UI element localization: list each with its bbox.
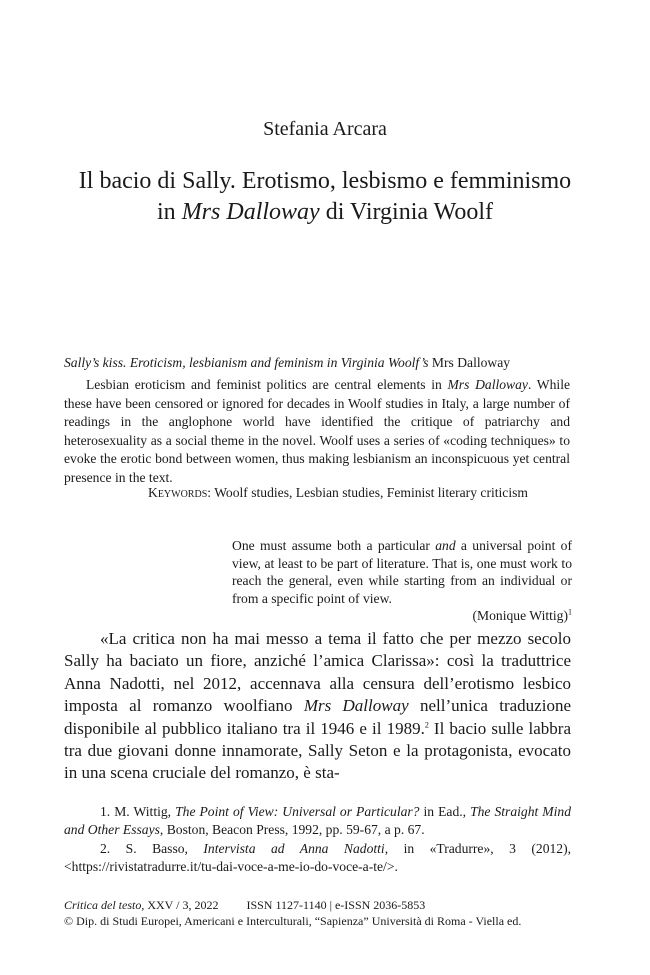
body-paragraph: «La critica non ha mai messo a tema il fatto che per mezzo secolo Sally ha baciato un fiore, anziché l’amica Clarissa»: così la traduttrice Anna Nadotti, nel 2012, accennava alla censura dell’erotismo lesbico imposta al romanzo woolfiano Mrs Dalloway nell’unica traduzione disponibile al pubblico italiano tra il 1946 e il 1989.$^2$ Il bacio sulle labbra tra due giovani donne innamorate, Sally Seton e la protagonista, evocato in una scena cruciale del romanzo, è sta- xyxy=(64,629,572,783)
epigraph-attribution: (Monique Wittig)$^1$ xyxy=(472,607,572,624)
title-line-2: in Mrs Dalloway di Virginia Woolf xyxy=(157,199,493,225)
title-novel-name: Mrs Dalloway xyxy=(181,199,320,225)
abstract-heading: Sally’s kiss. Eroticism, lesbianism and feminism in Virginia Woolf’s Mrs Dalloway xyxy=(64,355,511,370)
footnotes xyxy=(64,803,571,877)
title-line-1: Il bacio di Sally. Erotismo, lesbismo e femminismo xyxy=(78,168,572,194)
footnote-2: 2. S. Basso, Intervista ad Anna Nadotti, in «Tradurre», 3 (2012), <https://rivistatradurre.it/tu-dai-voce-a-me-io-do-voce-a-te/>. xyxy=(64,840,572,875)
article-title xyxy=(40,166,610,228)
journal-name: Critica del testo xyxy=(64,898,142,912)
footnote-ref-2[interactable]: 2 xyxy=(424,719,429,729)
footer-copyright: © Dip. di Studi Europei, Americani e Interculturali, “Sapienza” Università di Roma - Viella ed. xyxy=(64,914,522,928)
epigraph-quote: One must assume both a particular and a universal point of view, at least to be part of literature. That is, one must work to reach the general, even while starting from an individual or from a specific point of view. xyxy=(232,538,572,606)
footnote-1: 1. M. Wittig, The Point of View: Universal or Particular? in Ead., The Straight Mind and Other Essays, Boston, Beacon Press, 1992, pp. 59-67, a p. 67. xyxy=(64,804,572,838)
epigraph xyxy=(232,537,572,625)
footnote-ref-1[interactable]: 1 xyxy=(568,607,572,617)
author-name: Stefania Arcara xyxy=(263,118,387,140)
keywords: Keywords: Woolf studies, Lesbian studies, Feminist literary criticism xyxy=(148,485,528,500)
issn: ISSN 1127-1140 | e-ISSN 2036-5853 xyxy=(246,898,426,912)
page-footer xyxy=(64,897,521,929)
abstract-text: Lesbian eroticism and feminist politics are central elements in Mrs Dalloway. While these have been censored or ignored for decades in Woolf studies in Italy, a large number of readings in the anglophone world have identified the critique of patriarchy and heterosexuality as a social theme in the novel. Woolf uses a series of «coding techniques» to evoke the erotic bond between women, thus making lesbianism an inconspicuous yet central presence in the text. xyxy=(64,377,571,485)
keywords-label: Keywords xyxy=(148,485,208,500)
footer-journal-line: Critica del testo, XXV / 3, 2022 ISSN 1127-1140 | e-ISSN 2036-5853 xyxy=(64,898,426,912)
